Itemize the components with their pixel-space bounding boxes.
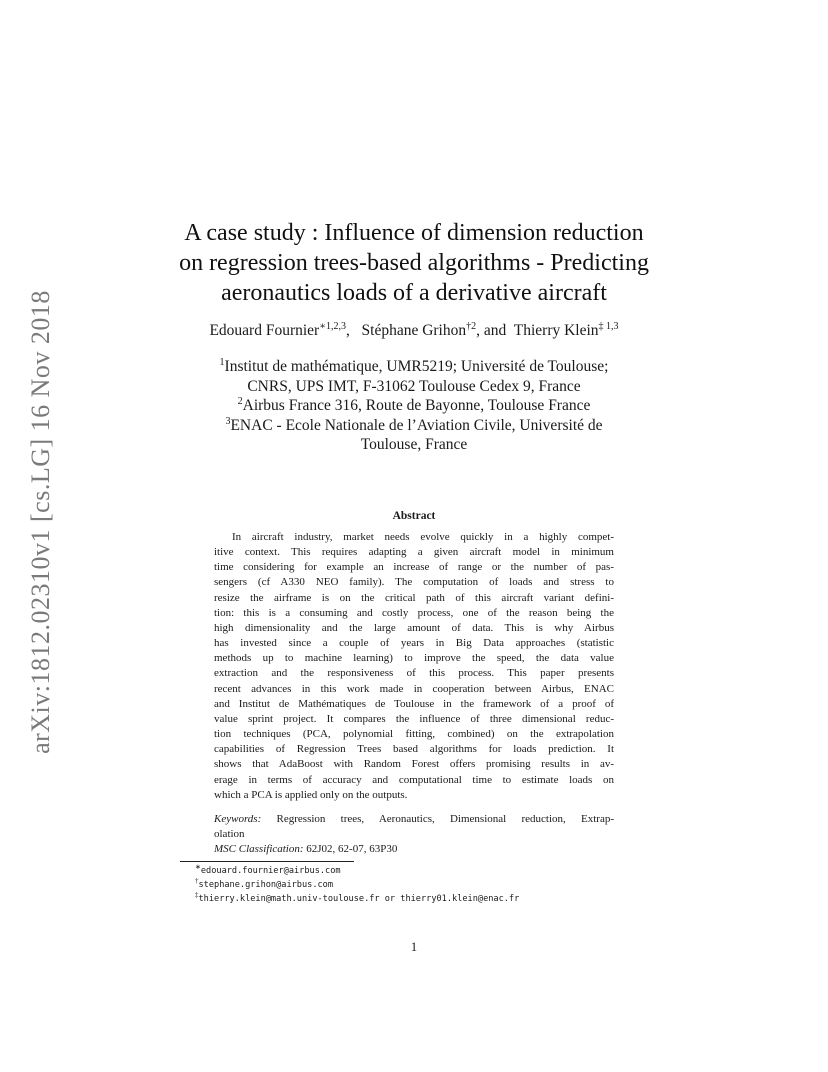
- footnote-mark: †: [195, 876, 199, 885]
- affiliation-line: [130, 435, 698, 455]
- abstract-line: recent advances in this work made in cooperation between Airbus, ENAC: [214, 682, 614, 695]
- msc-line: [214, 842, 614, 857]
- keywords-text: Regression trees, Aeronautics, Dimensional reduction, Extrap-: [261, 813, 614, 825]
- author-name: Edouard Fournier: [209, 322, 320, 339]
- author-marks: †2: [466, 321, 477, 332]
- affiliation-text: ENAC - Ecole Nationale de l’Aviation Civile, Université de: [230, 416, 603, 434]
- abstract-line: shows that AdaBoost with Random Forest offers promising results in av-: [214, 758, 614, 771]
- footnotes: [195, 865, 519, 906]
- arxiv-id: arXiv:1812.02310v1 [cs.LG] 16 Nov 2018: [26, 290, 55, 754]
- paper-title: [140, 218, 688, 308]
- affiliation-line: [130, 416, 698, 436]
- abstract-line: tion: this is a consuming and costly process, one of the reason being the: [214, 606, 614, 619]
- arxiv-sidebar-stamp: [22, 282, 60, 762]
- affiliation-text: Airbus France 316, Route de Bayonne, Toulouse France: [242, 397, 591, 414]
- msc-label: MSC Classification:: [214, 843, 304, 856]
- abstract-line: sengers (cf A330 NEO family). The computation of loads and stress to: [214, 576, 614, 589]
- abstract-line: erage in terms of accuracy and computational time to estimate loads on: [214, 773, 614, 786]
- abstract-line: which a PCA is applied only on the outputs.: [214, 788, 408, 801]
- author-marks: ‡ 1,3: [598, 321, 619, 332]
- footnote: [195, 890, 520, 907]
- affiliations: [130, 357, 698, 455]
- footnote-email[interactable]: thierry.klein@math.univ-toulouse.fr or thierry01.klein@enac.fr: [198, 893, 520, 904]
- abstract-line: capabilities of Regression Trees based algorithms for loads prediction. It: [214, 743, 614, 756]
- abstract-line: tion techniques (PCA, polynomial fitting, combined) on the extrapolation: [214, 728, 614, 741]
- abstract-line: extraction and the responsiveness of this process. This paper presents: [214, 667, 614, 680]
- author-separator: ,: [346, 322, 358, 339]
- affiliation-line: [130, 357, 698, 377]
- title-line: aeronautics loads of a derivative aircraft: [221, 280, 607, 306]
- abstract-line: value sprint project. It compares the influence of three dimensional reduc-: [214, 712, 614, 725]
- abstract-line: In aircraft industry, market needs evolve quickly in a highly compet-: [232, 531, 614, 543]
- abstract-heading: Abstract: [392, 510, 436, 522]
- footnote-mark: ‡: [195, 890, 199, 899]
- footnote-mark: ∗: [195, 863, 201, 871]
- affiliation-line: [130, 396, 698, 416]
- keywords-line: [214, 812, 614, 827]
- affiliation-text: Toulouse, France: [360, 436, 468, 453]
- affiliation-mark: 1: [219, 357, 225, 368]
- author-separator: , and: [476, 322, 511, 339]
- title-line: on regression trees-based algorithms - Predicting: [179, 250, 649, 276]
- footnote-rule: [180, 861, 354, 862]
- footnote-email[interactable]: stephane.grihon@airbus.com: [198, 879, 334, 890]
- keywords-line: olation: [214, 828, 245, 841]
- abstract-line: itive context. This requires adapting a given aircraft model in minimum: [214, 546, 614, 559]
- abstract-line: methods up to machine learning) to improve the speed, the data value: [214, 652, 614, 665]
- affiliation-mark: 3: [225, 415, 231, 427]
- abstract-body: [214, 530, 614, 803]
- author-name: Stéphane Grihon: [361, 322, 467, 339]
- author-marks: ∗1,2,3: [319, 321, 347, 332]
- abstract-line: and Institut de Mathématiques de Toulouse in the framework of a proof of: [214, 697, 614, 710]
- abstract-line: time considering for example an increase of range or the number of pas-: [214, 561, 614, 574]
- msc-value: 62J02, 62-07, 63P30: [303, 843, 398, 856]
- page-number: 1: [410, 940, 418, 954]
- affiliation-text: CNRS, UPS IMT, F-31062 Toulouse Cedex 9, France: [247, 377, 581, 395]
- affiliation-mark: 2: [237, 396, 243, 407]
- abstract-line: resize the airframe is on the critical path of this aircraft variant defini-: [214, 591, 614, 604]
- affiliation-text: Institut de mathématique, UMR5219; Université de Toulouse;: [224, 358, 609, 375]
- affiliation-line: [130, 377, 698, 397]
- abstract-line: high dimensionality and the large amount of data. This is why Airbus: [214, 621, 614, 634]
- author-list: [120, 322, 708, 340]
- keywords-label: Keywords:: [214, 813, 262, 825]
- title-line: A case study : Influence of dimension reduction: [184, 220, 644, 246]
- abstract-line: has invested since a couple of years in Big Data approaches (statistic: [214, 637, 614, 650]
- author-name: Thierry Klein: [513, 322, 599, 339]
- footnote: [195, 865, 519, 879]
- keywords-block: [214, 812, 614, 857]
- footnote: [195, 876, 519, 893]
- footnote-email[interactable]: edouard.fournier@airbus.com: [200, 866, 341, 876]
